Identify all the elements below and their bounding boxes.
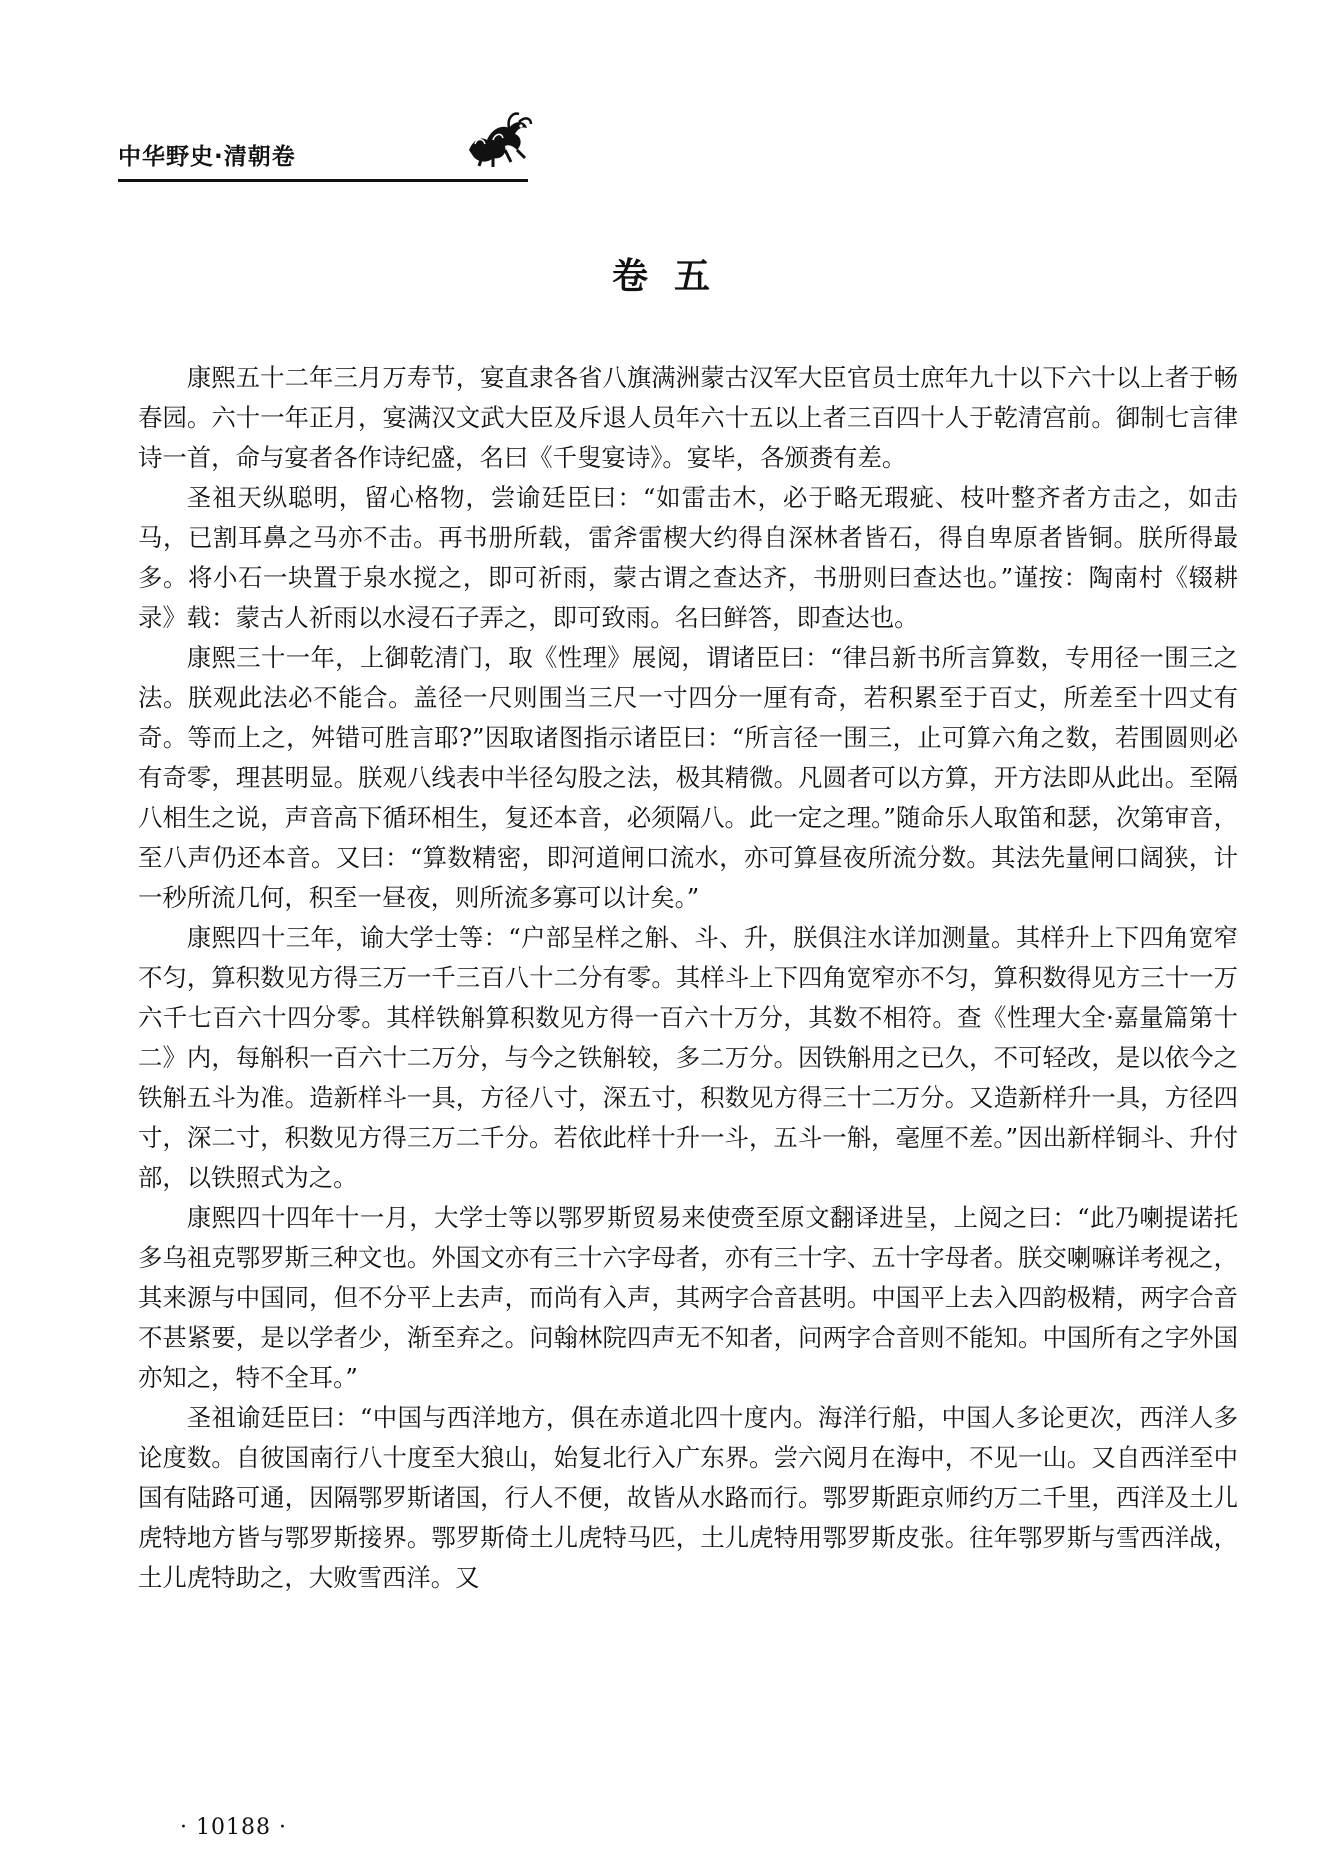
paragraph: 圣祖谕廷臣曰：“中国与西洋地方，俱在赤道北四十度内。海洋行船，中国人多论更次，西洋人多论度数。自彼国南行八十度至大狼山，始复北行入广东界。尝六阅月在海中，不见一山。又自西洋至中国有陆路可通，因隔鄂罗斯诸国，行人不便，故皆从水路而行。鄂罗斯距京师约万二千里，西洋及土儿虎特地方皆与鄂罗斯接界。鄂罗斯倚土儿虎特马匹，土儿虎特用鄂罗斯皮张。往年鄂罗斯与雪西洋战，土儿虎特助之，大败雪西洋。又	[138, 1403, 1238, 1592]
paragraph: 康熙四十四年十一月，大学士等以鄂罗斯贸易来使赍至原文翻译进呈，上阅之曰：“此乃喇提诺托多乌祖克鄂罗斯三种文也。外国文亦有三十六字母者，亦有三十字、五十字母者。朕交喇嘛详考视之，其来源与中国同，但不分平上去声，而尚有入声，其两字合音甚明。中国平上去入四韵极精，两字合音不甚紧要，是以学者少，渐至弃之。问翰林院四声无不知者，问两字合音则不能知。中国所有之字外国亦知之，特不全耳。”	[138, 1203, 1238, 1392]
book-title: 中华野史·清朝卷	[118, 144, 296, 170]
paragraph: 康熙四十三年，谕大学士等：“户部呈样之斛、斗、升，朕俱注水详加测量。其样升上下四角宽窄不匀，算积数见方得三万一千三百八十二分有零。其样斗上下四角宽窄亦不匀，算积数得见方三十一万六千七百六十四分零。其样铁斛算积数见方得一百六十万分，其数不相符。查《性理大全·嘉量篇第十二》内，每斛积一百六十二万分，与今之铁斛较，多二万分。因铁斛用之已久，不可轻改，是以依今之铁斛五斗为准。造新样斗一具，方径八寸，深五寸，积数见方得三十二万分。又造新样升一具，方径四寸，深二寸，积数见方得三万二千分。若依此样十升一斗，五斗一斛，毫厘不差。”因出新样铜斗、升付部，以铁照式为之。	[138, 923, 1238, 1192]
paragraph: 康熙三十一年，上御乾清门，取《性理》展阅，谓诸臣曰：“律吕新书所言算数，专用径一围三之法。朕观此法必不能合。盖径一尺则围当三尺一寸四分一厘有奇，若积累至于百丈，所差至十四丈有奇。等而上之，舛错可胜言耶?”因取诸图指示诸臣曰：“所言径一围三，止可算六角之数，若围圆则必有奇零，理甚明显。朕观八线表中半径勾股之法，极其精微。凡圆者可以方算，开方法即从此出。至隔八相生之说，声音高下循环相生，复还本音，必须隔八。此一定之理。”随命乐人取笛和瑟，次第审音，至八声仍还本音。又曰：“算数精密，即河道闸口流水，亦可算昼夜所流分数。其法先量闸口阔狭，计一秒所流几何，积至一昼夜，则所流多寡可以计矣。”	[138, 643, 1238, 912]
page-number: · 10188 ·	[180, 1815, 287, 1840]
dragon-emblem-icon	[463, 110, 533, 168]
running-header	[118, 110, 528, 186]
paragraph: 康熙五十二年三月万寿节，宴直隶各省八旗满洲蒙古汉军大臣官员士庶年九十以下六十以上者于畅春园。六十一年正月，宴满汉文武大臣及斥退人员年六十五以上者三百四十人于乾清宫前。御制七言律诗一首，命与宴者各作诗纪盛，名曰《千叟宴诗》。宴毕，各颁赉有差。	[138, 363, 1238, 472]
paragraph: 圣祖天纵聪明，留心格物，尝谕廷臣曰：“如雷击木，必于略无瑕疵、枝叶整齐者方击之，如击马，已割耳鼻之马亦不击。再书册所载，雷斧雷楔大约得自深林者皆石，得自卑原者皆铜。朕所得最多。将小石一块置于泉水搅之，即可祈雨，蒙古谓之查达齐，书册则曰查达也。”谨按：陶南村《辍耕录》载：蒙古人祈雨以水浸石子弄之，即可致雨。名曰鲜答，即查达也。	[138, 483, 1238, 632]
chapter-title: 卷五	[611, 256, 736, 297]
header-rule	[118, 179, 528, 182]
body-text	[138, 358, 1238, 1598]
